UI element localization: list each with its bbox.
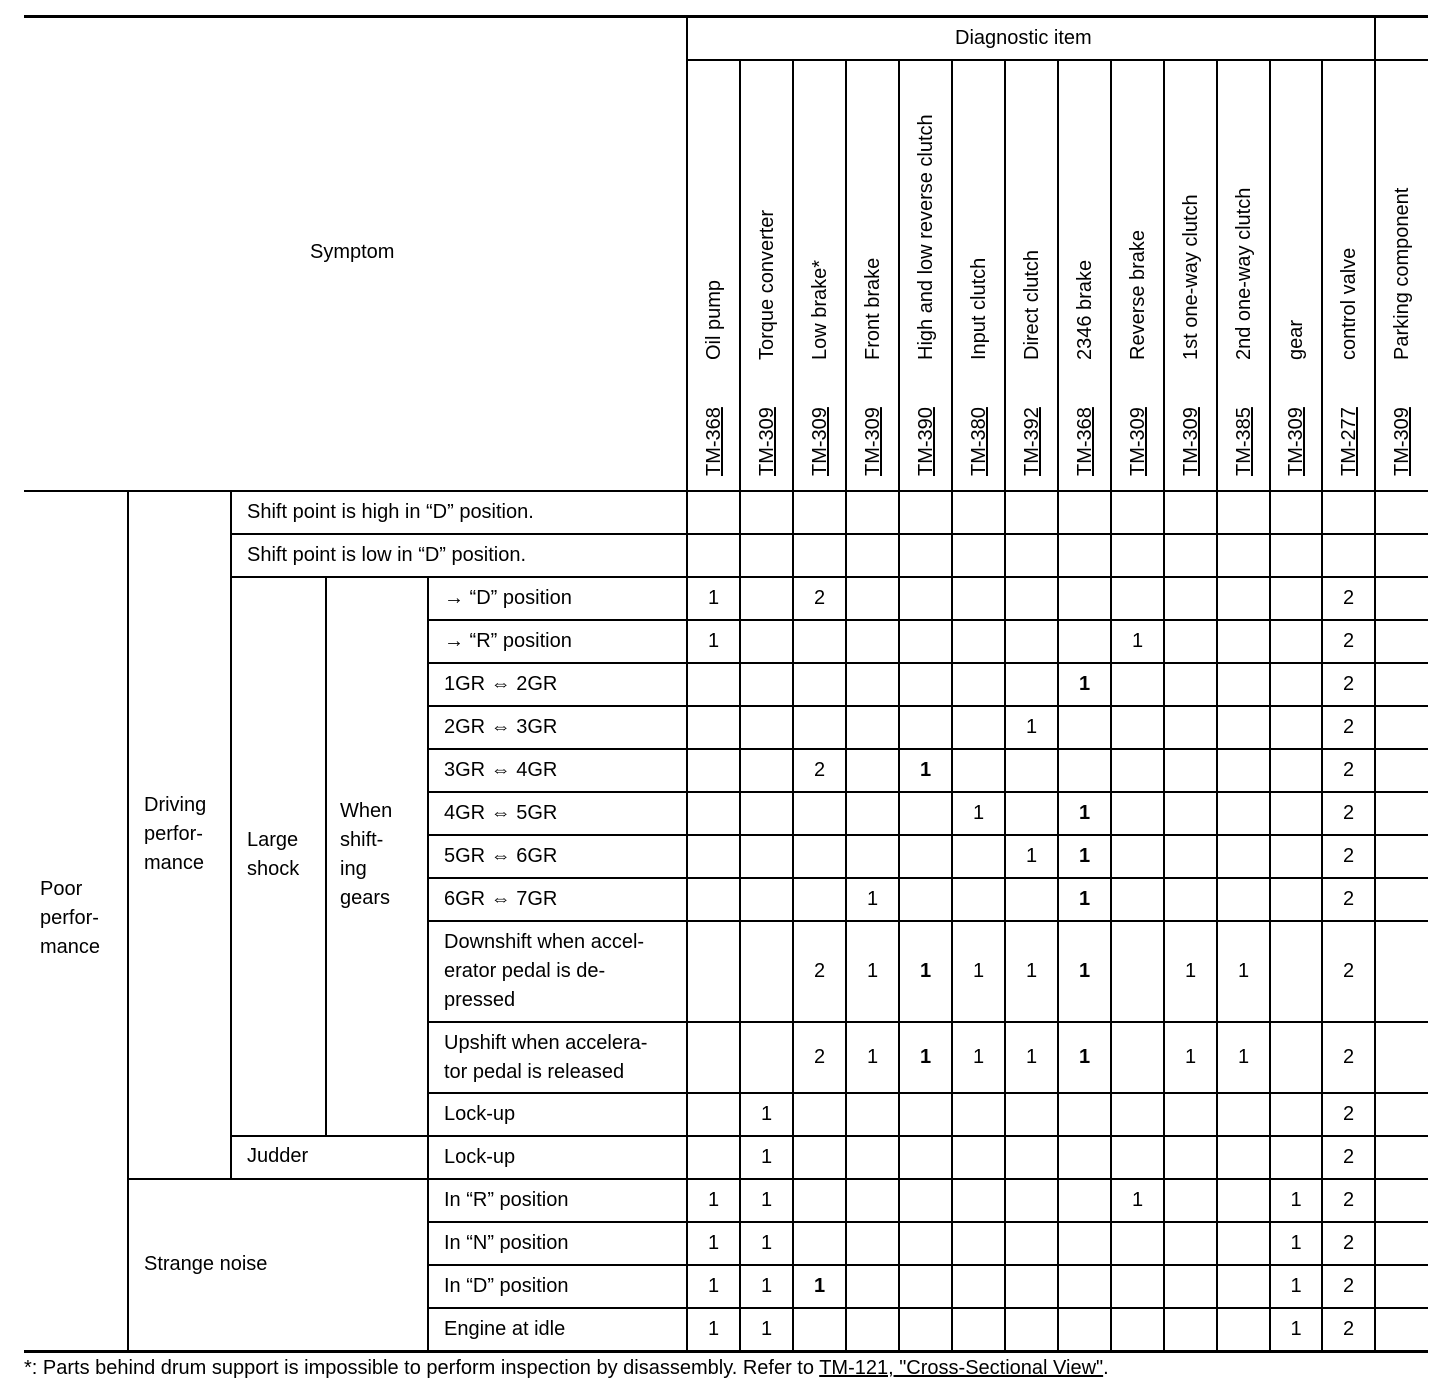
cell-value: 1 xyxy=(760,1102,773,1125)
cell-value: 1 xyxy=(1025,959,1038,982)
group-rule xyxy=(230,491,232,1179)
poor-performance-label-line: mance xyxy=(40,935,101,958)
footnote-text: *: Parts behind drum support is impossible to perform inspection by disassembly. Refer to xyxy=(24,1357,820,1379)
row-rule xyxy=(428,1021,1428,1023)
column-ref-link[interactable]: TM-309 xyxy=(1390,407,1413,476)
diagnostic-item-heading: Diagnostic item xyxy=(955,27,1092,49)
column-ref-link[interactable]: TM-309 xyxy=(1126,407,1149,476)
col-rule xyxy=(1004,60,1006,1351)
row-rule xyxy=(428,1264,1428,1266)
cell-value: 1 xyxy=(1184,959,1197,982)
column-ref-link[interactable]: TM-380 xyxy=(967,407,990,476)
large-shock-label-line: shock xyxy=(247,858,300,880)
cell-value: 1 xyxy=(1025,715,1038,738)
cell-value: 1 xyxy=(1290,1231,1302,1254)
column-name: Parking component xyxy=(1390,187,1413,360)
cell-value: 1 xyxy=(866,1045,879,1068)
cell-value: 1 xyxy=(919,1045,932,1068)
cell-value: 2 xyxy=(1342,758,1355,781)
cell-value: 1 xyxy=(1078,801,1091,824)
column-name: 1st one-way clutch xyxy=(1179,194,1202,360)
col-rule xyxy=(898,60,900,1351)
cell-value: 1 xyxy=(760,1231,773,1254)
cell-value: 2 xyxy=(813,758,826,781)
column-ref-link[interactable]: TM-390 xyxy=(914,407,937,476)
cell-value: 1 xyxy=(972,801,985,824)
driving-performance-label-line: perfor- xyxy=(144,822,203,845)
row-rule xyxy=(428,619,1428,621)
cell-value: 2 xyxy=(1342,1317,1355,1340)
cell-value: 1 xyxy=(1290,1274,1302,1297)
cell-value: 1 xyxy=(707,1274,720,1297)
col-rule xyxy=(1163,60,1165,1351)
row-label-line: Engine at idle xyxy=(444,1318,566,1340)
row-rule xyxy=(428,877,1428,879)
cell-value: 1 xyxy=(1078,959,1091,982)
column-ref-link[interactable]: TM-309 xyxy=(1179,407,1202,476)
column-ref-link[interactable]: TM-309 xyxy=(861,407,884,476)
table-top-border xyxy=(24,15,1428,18)
cell-value: 2 xyxy=(1342,586,1355,609)
footnote xyxy=(24,1356,1109,1380)
row-rule xyxy=(428,1092,1428,1094)
cell-value: 2 xyxy=(1342,1102,1355,1125)
column-ref-link[interactable]: TM-309 xyxy=(1285,407,1307,476)
row-label-line: 1GR ⇔ 2GR xyxy=(444,673,558,695)
cell-value: 1 xyxy=(707,629,720,652)
row-label-line: 2GR ⇔ 3GR xyxy=(444,716,558,738)
col-rule xyxy=(1321,60,1323,1351)
cell-value: 2 xyxy=(1342,672,1355,695)
group-rule xyxy=(325,577,327,1136)
row-label-line: Lock-up xyxy=(444,1103,516,1125)
cell-value: 2 xyxy=(1342,715,1355,738)
column-name: Reverse brake xyxy=(1126,229,1149,360)
cell-value: 2 xyxy=(1342,887,1355,910)
column-ref-link[interactable]: TM-277 xyxy=(1337,407,1360,476)
row-rule xyxy=(231,533,1428,535)
row-label-line: Upshift when accelera- xyxy=(444,1031,648,1054)
row-label-line: pressed xyxy=(444,989,516,1011)
when-shifting-label-line: When xyxy=(340,800,393,822)
column-name: Front brake xyxy=(861,257,884,360)
row-label-line: Shift point is low in “D” position. xyxy=(247,544,527,566)
driving-performance-label-line: Driving xyxy=(144,793,207,816)
cell-value: 1 xyxy=(1025,1045,1038,1068)
large-shock-label-line: Large xyxy=(247,829,299,851)
row-rule xyxy=(231,1135,1428,1137)
column-name: Input clutch xyxy=(967,257,990,360)
cell-value: 2 xyxy=(1342,1231,1355,1254)
cell-value: 1 xyxy=(1131,1188,1144,1211)
row-label-line: → “R” position xyxy=(444,630,572,652)
cell-value: 1 xyxy=(707,1231,720,1254)
when-shifting-label-line: ing xyxy=(340,858,367,880)
when-shifting-label-line: shift- xyxy=(340,829,384,851)
poor-performance-label-line: Poor xyxy=(40,877,83,900)
col-rule xyxy=(845,60,847,1351)
cell-value: 1 xyxy=(1290,1317,1302,1340)
column-ref-link[interactable]: TM-368 xyxy=(702,407,725,476)
cell-value: 1 xyxy=(1237,1045,1250,1068)
row-rule xyxy=(231,576,1428,578)
cell-value: 2 xyxy=(1342,959,1355,982)
cell-value: 1 xyxy=(707,1317,720,1340)
cell-value: 1 xyxy=(760,1317,773,1340)
row-label-line: In “R” position xyxy=(444,1189,569,1211)
cell-value: 1 xyxy=(866,959,879,982)
judder-label: Judder xyxy=(247,1145,309,1167)
cell-value: 1 xyxy=(1078,672,1091,695)
column-name: Direct clutch xyxy=(1020,249,1043,360)
column-name: Oil pump xyxy=(702,279,725,360)
column-ref-link[interactable]: TM-385 xyxy=(1232,407,1255,476)
row-rule xyxy=(428,1307,1428,1309)
row-label-line: 6GR ⇔ 7GR xyxy=(444,888,558,910)
row-label-line: In “D” position xyxy=(444,1275,569,1297)
cell-value: 1 xyxy=(1078,1045,1091,1068)
row-rule xyxy=(428,834,1428,836)
cell-value: 1 xyxy=(1237,959,1250,982)
cell-value: 2 xyxy=(1342,1045,1355,1068)
row-rule xyxy=(428,791,1428,793)
strange-noise-label: Strange noise xyxy=(144,1253,268,1275)
cell-value: 1 xyxy=(1078,887,1091,910)
cell-value: 1 xyxy=(919,959,932,982)
row-rule xyxy=(428,920,1428,922)
cell-value: 1 xyxy=(760,1188,773,1211)
poor-performance-label-line: perfor- xyxy=(40,906,99,929)
symptom-heading: Symptom xyxy=(310,241,395,263)
cell-value: 2 xyxy=(813,1045,826,1068)
column-name: Torque converter xyxy=(755,209,778,360)
row-label-line: Shift point is high in “D” position. xyxy=(247,501,534,523)
cell-value: 1 xyxy=(1078,844,1091,867)
footnote-end: . xyxy=(1103,1357,1109,1379)
col-rule xyxy=(1110,60,1112,1351)
column-name: High and low reverse clutch xyxy=(914,114,937,360)
group-rule xyxy=(427,577,429,1351)
cell-value: 1 xyxy=(1025,844,1038,867)
cell-value: 1 xyxy=(813,1274,826,1297)
row-rule xyxy=(428,1221,1428,1223)
col-rule xyxy=(1216,60,1218,1351)
row-rule xyxy=(428,705,1428,707)
cell-value: 1 xyxy=(972,959,985,982)
cell-value: 1 xyxy=(866,887,879,910)
when-shifting-label-line: gears xyxy=(340,887,391,909)
column-name: gear xyxy=(1285,319,1307,360)
column-name: Low brake* xyxy=(808,259,831,360)
col-rule xyxy=(792,60,794,1351)
row-label-line: In “N” position xyxy=(444,1232,569,1254)
cell-value: 2 xyxy=(1342,1274,1355,1297)
cell-value: 1 xyxy=(760,1145,773,1168)
cell-value: 1 xyxy=(707,1188,720,1211)
col-rule xyxy=(1057,60,1059,1351)
cell-value: 2 xyxy=(1342,629,1355,652)
row-rule xyxy=(428,662,1428,664)
cell-value: 2 xyxy=(813,586,826,609)
row-label-line: erator pedal is de- xyxy=(444,960,606,982)
column-ref-link[interactable]: TM-392 xyxy=(1020,407,1043,476)
col-rule xyxy=(1269,60,1271,1351)
column-ref-link[interactable]: TM-309 xyxy=(755,407,778,476)
group-rule xyxy=(127,491,129,1351)
row-label-line: tor pedal is released xyxy=(444,1060,625,1083)
col-rule xyxy=(1374,16,1376,1351)
col-rule xyxy=(739,60,741,1351)
cell-value: 2 xyxy=(1342,801,1355,824)
col-rule xyxy=(686,16,688,1351)
row-label-line: Downshift when accel- xyxy=(444,931,645,953)
cell-value: 1 xyxy=(1184,1045,1197,1068)
cell-value: 1 xyxy=(1290,1188,1302,1211)
row-label-line: 4GR ⇔ 5GR xyxy=(444,802,558,824)
row-rule xyxy=(128,1178,1428,1180)
cell-value: 2 xyxy=(813,959,826,982)
cell-value: 1 xyxy=(707,586,720,609)
cell-value: 2 xyxy=(1342,844,1355,867)
row-rule xyxy=(428,748,1428,750)
row-label-line: Lock-up xyxy=(444,1146,516,1168)
column-name: control valve xyxy=(1337,247,1360,360)
column-ref-link[interactable]: TM-309 xyxy=(808,407,831,476)
cell-value: 1 xyxy=(972,1045,985,1068)
cell-value: 2 xyxy=(1342,1145,1355,1168)
column-ref-link[interactable]: TM-368 xyxy=(1073,407,1096,476)
column-name: 2346 brake xyxy=(1073,259,1096,360)
cell-value: 2 xyxy=(1342,1188,1355,1211)
row-label-line: 3GR ⇔ 4GR xyxy=(444,759,558,781)
driving-performance-label-line: mance xyxy=(144,851,205,874)
column-name: 2nd one-way clutch xyxy=(1232,187,1255,360)
cell-value: 1 xyxy=(1131,629,1144,652)
col-rule xyxy=(951,60,953,1351)
row-label-line: 5GR ⇔ 6GR xyxy=(444,845,558,867)
footnote-link[interactable]: TM-121, "Cross-Sectional View" xyxy=(819,1357,1104,1379)
cell-value: 1 xyxy=(760,1274,773,1297)
row-label-line: → “D” position xyxy=(444,587,572,609)
cell-value: 1 xyxy=(919,758,932,781)
